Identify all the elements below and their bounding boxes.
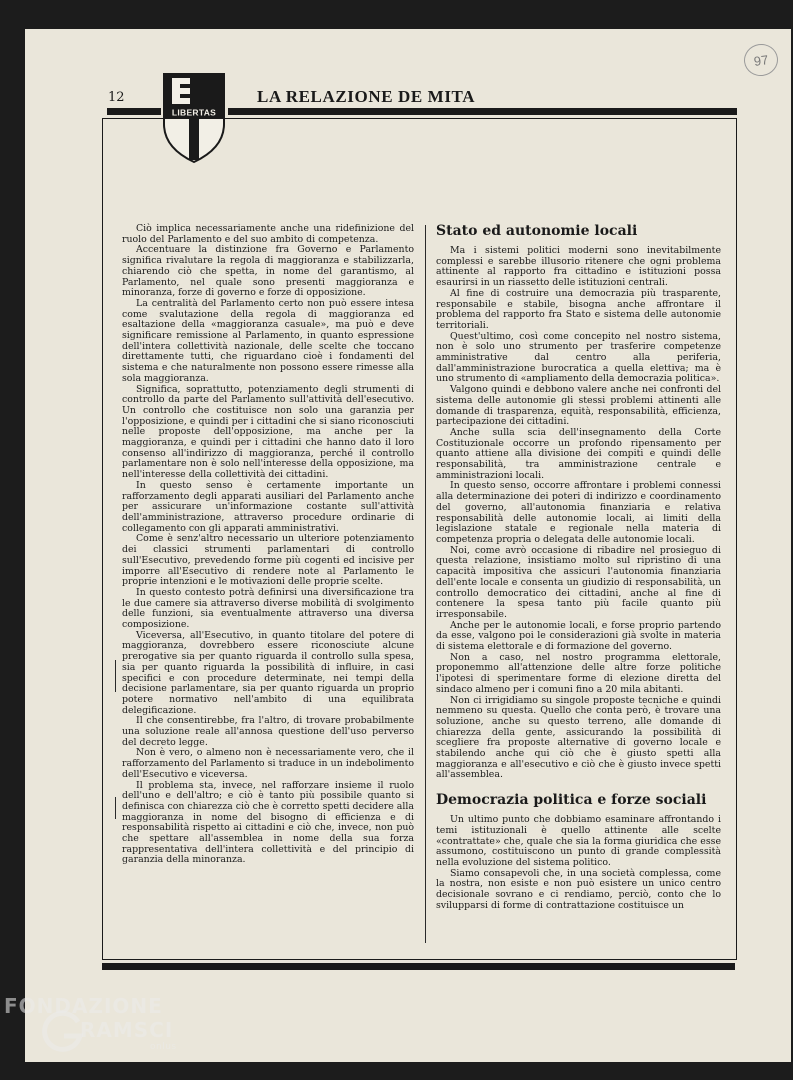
paragraph: Significa, soprattutto, potenziamento degli strumenti di controllo da parte del Parlamento sull'attività dell'esecutivo. Un controllo che costituisce non solo una garanzia per l'opposizione, e quindi per i cittadini che si siano riconosciuti nelle proposte dell'opposizione, ma anche per la maggioranza, e quindi per i cittadini che hanno dato il loro consenso all'indirizzo di maggioranza, perché il controllo parlamentare non è solo nell'interesse della opposizione, ma nell'interesse della collettività dei cittadini. bbox=[122, 383, 414, 481]
paragraph: Un ultimo punto che dobbiamo esaminare affrontando i temi istituzionali è quello attinente alle scelte «contrattate» che, quale che sia la forma giuridica che esse assumono, costituiscono un punto di grande complessità nella evoluzione del sistema politico. bbox=[436, 814, 721, 868]
paragraph: Il problema sta, invece, nel rafforzare insieme il ruolo dell'uno e dell'altro; e ciò è tanto più possibile quanto si definisca con chiarezza ciò che è corretto spetti decidere alla maggioranza in nome del bisogno di efficienza e di responsabilità rispetto ai cittadini e ciò che, invece, non può che spettare all'assemblea in nome della sua forza rappresentativa dell'intera collettività e del principio di garanzia della minoranza. bbox=[122, 779, 414, 866]
paragraph: Ma i sistemi politici moderni sono inevitabilmente complessi e sarebbe illusorio ritenere che ogni problema attinente al rapporto fra cittadino e istituzioni possa esaurirsi in un riassetto delle istituzioni centrali. bbox=[436, 245, 721, 289]
section-heading: Stato ed autonomie locali bbox=[436, 223, 638, 239]
paragraph: Non ci irrigidiamo su singole proposte tecniche e quindi nemmeno su questa. Quello che conta però, è trovare una soluzione, anche su questo terreno, alle domande di chiarezza della gente, assicurando la possibilità di scegliere fra proposte alternative di governo locale e stabilendo anche qui ciò che è giusto spetti alla maggioranza e all'esecutivo e ciò che è giusto invece spetti all'assemblea. bbox=[436, 694, 721, 781]
margin-annotation-line bbox=[115, 797, 116, 819]
logo-text: LIBERTAS bbox=[171, 107, 217, 118]
watermark-line2: RAMSCI bbox=[80, 1018, 174, 1042]
paragraph: Anche sulla scia dell'insegnamento della Corte Costituzionale occorre un profondo ripensamento per quanto attiene alla divisione dei compiti e quindi delle responsabilità, tra amministrazione centrale e amministrazioni locali. bbox=[436, 426, 721, 481]
right-column bbox=[436, 223, 721, 911]
paragraph: Al fine di costruire una democrazia più trasparente, responsabile e stabile, bisogna anche affrontare il problema del rapporto fra Stato e sistema delle autonomie territoriali. bbox=[436, 287, 721, 331]
header-rule-left bbox=[107, 108, 161, 115]
paragraph: Anche per le autonomie locali, e forse proprio partendo da esse, valgono poi le considerazioni già svolte in materia di sistema elettorale e di formazione del governo. bbox=[436, 619, 721, 653]
header-rule-right bbox=[228, 108, 737, 115]
paragraph: Non a caso, nel nostro programma elettorale, proponemmo all'attenzione delle altre forze politiche l'ipotesi di sperimentare forme di elezione diretta del sindaco almeno per i comuni fino a 20 mila abitanti. bbox=[436, 651, 721, 695]
paragraph: In questo senso, occorre affrontare i problemi connessi alla determinazione dei poteri di indirizzo e coordinamento del governo, all'autonomia finanziaria e relativa responsabilità delle autonomie locali, ai limiti della legislazione statale e regionale nella materia di competenza propria o delegata delle autonomie locali. bbox=[436, 480, 721, 545]
footer-rule bbox=[102, 963, 735, 970]
paragraph: Accentuare la distinzione fra Governo e Parlamento significa rivalutare la regola di maggioranza e stabilizzarla, chiarendo ciò che spetta, in nome del garantismo, al Parlamento, nel quale sono presenti maggioranza e minoranza, forze di governo e forze di opposizione. bbox=[122, 244, 414, 299]
paragraph: In questo senso è certamente importante un rafforzamento degli apparati ausiliari del Parlamento anche per assicurare un'informazione costante sull'attività dell'amministrazione, attraverso procedure ordinarie di collegamento con gli apparati amministrativi. bbox=[122, 479, 414, 534]
page-title: LA RELAZIONE DE MITA bbox=[257, 87, 476, 106]
fondazione-gramsci-watermark bbox=[4, 992, 204, 1072]
paragraph: Viceversa, all'Esecutivo, in quanto titolare del potere di maggioranza, dovrebbero essere riconosciute alcune prerogative sia per quanto riguarda il controllo sulla spesa, sia per quanto riguarda la possibilità di influire, in casi specifici e con procedure determinate, nei tempi della decisione parlamentare, sia per quanto riguarda un proprio potere normativo nell'ambito di una equilibrata delegificazione. bbox=[122, 629, 414, 716]
paragraph: Noi, come avrò occasione di ribadire nel prosieguo di questa relazione, insistiamo molto sul ripristino di una capacità impositiva che assicuri l'autonomia finanziaria dell'ente locale e consenta un giudizio di responsabilità, un controllo democratico dei cittadini, anche al fine di contenere la spesa tanto più facile quanto più irresponsabile. bbox=[436, 544, 721, 620]
column-divider bbox=[425, 225, 426, 943]
paragraph: Quest'ultimo, così come concepito nel nostro sistema, non è solo uno strumento per trasferire competenze amministrative dal centro alla periferia, dall'amministrazione burocratica a quella elettiva; ma è uno strumento di «ampliamento della democrazia politica». bbox=[436, 330, 721, 385]
margin-annotation-line bbox=[115, 660, 116, 692]
section-heading: Democrazia politica e forze sociali bbox=[436, 792, 707, 809]
paragraph: Il che consentirebbe, fra l'altro, di trovare probabilmente una soluzione reale all'annosa questione dell'uso perverso del decreto legge. bbox=[122, 715, 414, 748]
paragraph: Come è senz'altro necessario un ulteriore potenziamento dei classici strumenti parlamentari di controllo sull'Esecutivo, prevedendo forme più cogenti ed incisive per imporre all'Esecutivo di rendere note al Parlamento le proprie intenzioni e le motivazioni delle proprie scelte. bbox=[122, 533, 414, 588]
paragraph: Ciò implica necessariamente anche una ridefinizione del ruolo del Parlamento e del suo ambito di competenza. bbox=[122, 223, 414, 245]
paragraph: La centralità del Parlamento certo non può essere intesa come svalutazione della regola di maggioranza ed esaltazione della «maggioranza casuale», ma può e deve significare remissione al Parlamento, in quanto espressione dell'intera collettività nazionale, delle scelte che toccano direttamente tutti, che riguardano cioè i fondamenti del sistema e che naturalmente non possono essere rimesse alla sola maggioranza. bbox=[122, 297, 414, 384]
paragraph: Non è vero, o almeno non è necessariamente vero, che il rafforzamento del Parlamento si traduce in un indebolimento dell'Esecutivo e viceversa. bbox=[122, 747, 414, 780]
watermark-line1: FONDAZIONE bbox=[4, 994, 163, 1018]
watermark-line3: onlus bbox=[150, 1042, 177, 1052]
left-column bbox=[122, 224, 414, 866]
paragraph: Valgono quindi e debbono valere anche nei confronti del sistema delle autonomie gli stessi problemi attinenti alle domande di trasparenza, equità, responsabilità, efficienza, partecipazione dei cittadini. bbox=[436, 384, 721, 428]
paragraph: Siamo consapevoli che, in una società complessa, come la nostra, non esiste e non può esistere un unico centro decisionale sovrano e ci rendiamo, perciò, conto che lo svilupparsi di forme di contrattazione costituisce un bbox=[436, 867, 721, 911]
archive-number-stamp: 97 bbox=[742, 42, 780, 78]
page-number: 12 bbox=[108, 90, 125, 105]
paragraph: In questo contesto potrà definirsi una diversificazione tra le due camere sia attraverso diverse mobilità di svolgimento delle funzioni, sia eventualmente attraverso una diversa composizione. bbox=[122, 586, 414, 631]
